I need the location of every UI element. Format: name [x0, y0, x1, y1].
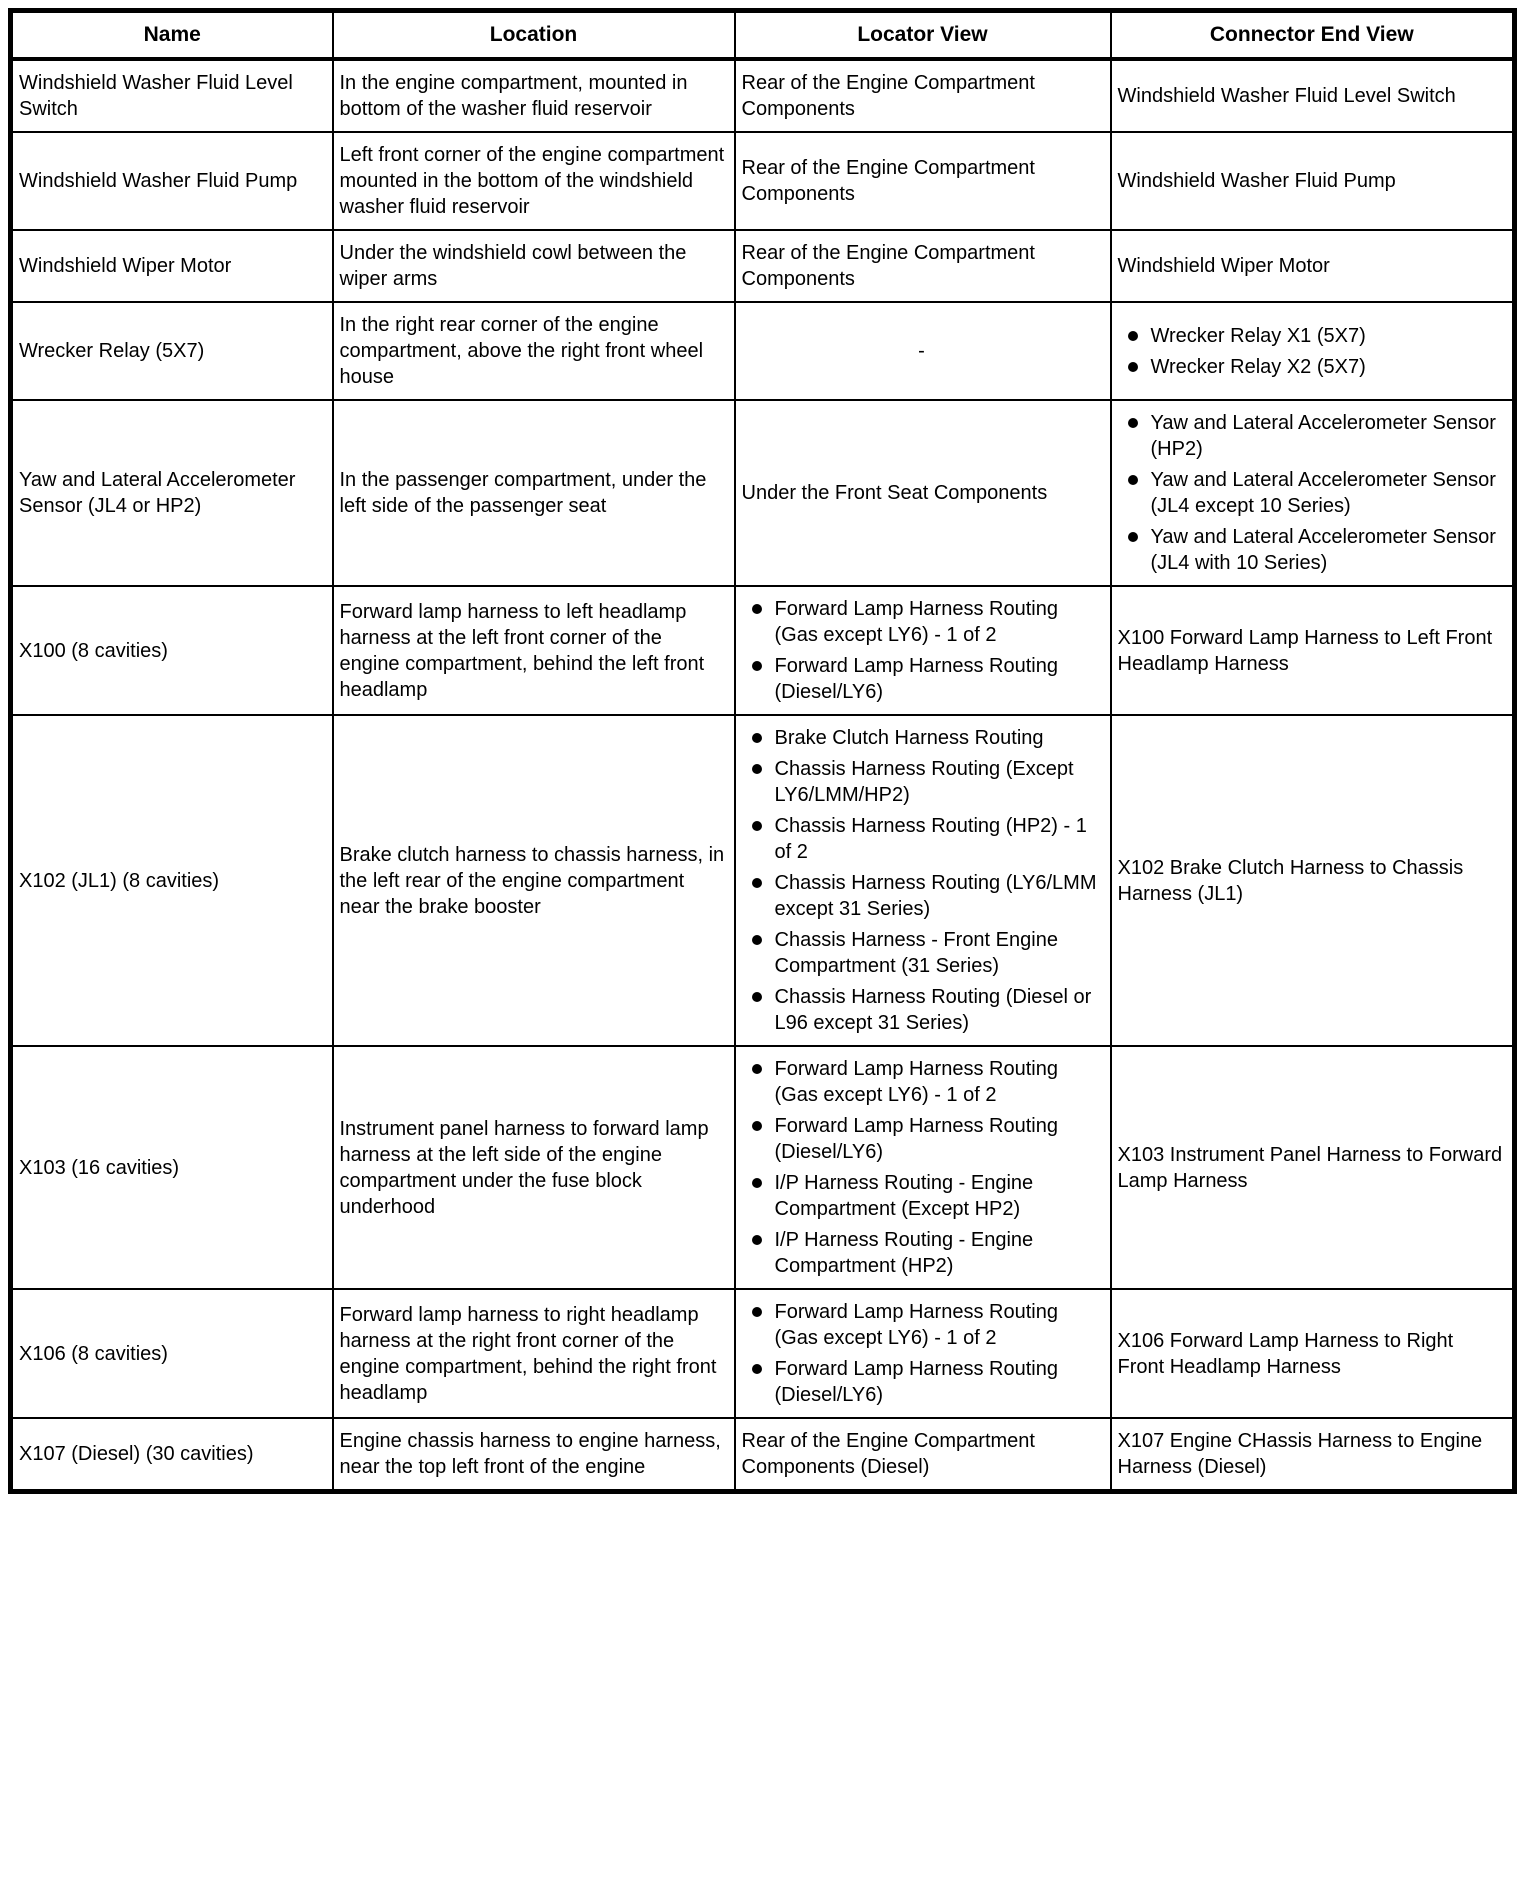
cell-locator-view: Rear of the Engine Compartment Components — [735, 132, 1111, 230]
bullet-text: Forward Lamp Harness Routing (Diesel/LY6) — [774, 1358, 1058, 1406]
cell-connector-end-view: Windshield Washer Fluid Level Switch — [1111, 59, 1515, 132]
bullet-icon — [1128, 532, 1138, 542]
table-row — [11, 1046, 1515, 1289]
bullet-icon — [752, 1121, 762, 1131]
table-row — [11, 586, 1515, 715]
table-row — [11, 1418, 1515, 1492]
bullet-list-item — [742, 813, 1102, 865]
cell-locator-view: Rear of the Engine Compartment Components — [735, 59, 1111, 132]
bullet-list-item — [742, 756, 1102, 808]
header-row — [11, 11, 1515, 60]
bullet-text: Chassis Harness - Front Engine Compartment (31 Series) — [774, 929, 1058, 977]
bullet-icon — [752, 764, 762, 774]
cell-name: X102 (JL1) (8 cavities) — [11, 715, 333, 1046]
bullet-text: Forward Lamp Harness Routing (Gas except LY6) - 1 of 2 — [774, 1058, 1058, 1106]
table-row — [11, 400, 1515, 586]
cell-locator-view: Rear of the Engine Compartment Components (Diesel) — [735, 1418, 1111, 1492]
bullet-text: Chassis Harness Routing (Except LY6/LMM/HP2) — [774, 758, 1074, 806]
bullet-icon — [1128, 418, 1138, 428]
bullet-icon — [752, 878, 762, 888]
bullet-list-item — [742, 1356, 1102, 1408]
bullet-text: Wrecker Relay X2 (5X7) — [1150, 355, 1366, 378]
bullet-list-item — [1118, 410, 1505, 462]
cell-name: Yaw and Lateral Accelerometer Sensor (JL4 or HP2) — [11, 400, 333, 586]
cell-connector-end-view: X107 Engine CHassis Harness to Engine Harness (Diesel) — [1111, 1418, 1515, 1492]
cell-locator-view: - — [735, 302, 1111, 400]
bullet-icon — [752, 1235, 762, 1245]
header-connector-end-view: Connector End View — [1111, 11, 1515, 60]
bullet-list-item — [742, 870, 1102, 922]
bullet-text: Chassis Harness Routing (LY6/LMM except 31 Series) — [774, 872, 1097, 920]
cell-connector-end-view — [1111, 302, 1515, 400]
cell-name: Wrecker Relay (5X7) — [11, 302, 333, 400]
cell-location: In the engine compartment, mounted in bottom of the washer fluid reservoir — [333, 59, 735, 132]
bullet-list-item — [742, 1113, 1102, 1165]
bullet-list-item — [742, 725, 1102, 751]
cell-locator-view — [735, 1046, 1111, 1289]
bullet-icon — [752, 1064, 762, 1074]
bullet-text: Forward Lamp Harness Routing (Diesel/LY6) — [774, 1115, 1058, 1163]
bullet-text: I/P Harness Routing - Engine Compartment (HP2) — [774, 1229, 1034, 1277]
cell-locator-view: Under the Front Seat Components — [735, 400, 1111, 586]
bullet-list-item — [742, 1227, 1102, 1279]
bullet-list-item — [742, 1056, 1102, 1108]
cell-location: In the right rear corner of the engine compartment, above the right front wheel house — [333, 302, 735, 400]
table-header — [11, 11, 1515, 60]
cell-locator-view — [735, 586, 1111, 715]
cell-name: X106 (8 cavities) — [11, 1289, 333, 1418]
bullet-list-item — [742, 984, 1102, 1036]
cell-location: Forward lamp harness to left headlamp harness at the left front corner of the engine compartment, behind the left front headlamp — [333, 586, 735, 715]
bullet-list-item — [742, 1170, 1102, 1222]
bullet-icon — [752, 604, 762, 614]
bullet-text: Wrecker Relay X1 (5X7) — [1150, 324, 1366, 347]
table-row — [11, 1289, 1515, 1418]
bullet-text: Yaw and Lateral Accelerometer Sensor (JL4 except 10 Series) — [1150, 469, 1496, 517]
cell-locator-view: Rear of the Engine Compartment Components — [735, 230, 1111, 302]
cell-name: Windshield Washer Fluid Level Switch — [11, 59, 333, 132]
connector-table-body — [11, 59, 1515, 1492]
bullet-icon — [752, 821, 762, 831]
bullet-icon — [752, 1364, 762, 1374]
bullet-icon — [752, 992, 762, 1002]
bullet-text: Forward Lamp Harness Routing (Gas except LY6) - 1 of 2 — [774, 1301, 1058, 1349]
cell-name: Windshield Wiper Motor — [11, 230, 333, 302]
connector-location-table — [8, 8, 1517, 1494]
bullet-list-item — [1118, 524, 1505, 576]
table-row — [11, 302, 1515, 400]
bullet-icon — [1128, 331, 1138, 341]
bullet-icon — [752, 1307, 762, 1317]
bullet-icon — [1128, 475, 1138, 485]
bullet-icon — [752, 1178, 762, 1188]
bullet-text: Forward Lamp Harness Routing (Gas except LY6) - 1 of 2 — [774, 598, 1058, 646]
bullet-list-item — [742, 927, 1102, 979]
cell-connector-end-view: X102 Brake Clutch Harness to Chassis Harness (JL1) — [1111, 715, 1515, 1046]
header-location: Location — [333, 11, 735, 60]
bullet-text: Forward Lamp Harness Routing (Diesel/LY6) — [774, 655, 1058, 703]
cell-name: X100 (8 cavities) — [11, 586, 333, 715]
table-row — [11, 132, 1515, 230]
cell-connector-end-view: Windshield Wiper Motor — [1111, 230, 1515, 302]
bullet-text: Brake Clutch Harness Routing — [774, 727, 1044, 749]
cell-location: Engine chassis harness to engine harness, near the top left front of the engine — [333, 1418, 735, 1492]
cell-connector-end-view: Windshield Washer Fluid Pump — [1111, 132, 1515, 230]
bullet-text: Chassis Harness Routing (Diesel or L96 except 31 Series) — [774, 986, 1092, 1034]
bullet-list-item — [1118, 467, 1505, 519]
cell-name: Windshield Washer Fluid Pump — [11, 132, 333, 230]
cell-location: Instrument panel harness to forward lamp harness at the left side of the engine compartment under the fuse block underhood — [333, 1046, 735, 1289]
header-name: Name — [11, 11, 333, 60]
cell-name: X103 (16 cavities) — [11, 1046, 333, 1289]
cell-locator-view — [735, 1289, 1111, 1418]
cell-location: Forward lamp harness to right headlamp harness at the right front corner of the engine compartment, behind the right front headlamp — [333, 1289, 735, 1418]
bullet-list-item — [742, 653, 1102, 705]
cell-locator-view — [735, 715, 1111, 1046]
cell-name: X107 (Diesel) (30 cavities) — [11, 1418, 333, 1492]
cell-location: Left front corner of the engine compartment mounted in the bottom of the windshield washer fluid reservoir — [333, 132, 735, 230]
cell-connector-end-view — [1111, 400, 1515, 586]
cell-location: In the passenger compartment, under the left side of the passenger seat — [333, 400, 735, 586]
table-row — [11, 59, 1515, 132]
bullet-text: Chassis Harness Routing (HP2) - 1 of 2 — [774, 815, 1087, 863]
bullet-icon — [752, 661, 762, 671]
cell-location: Under the windshield cowl between the wiper arms — [333, 230, 735, 302]
bullet-icon — [1128, 362, 1138, 372]
bullet-text: Yaw and Lateral Accelerometer Sensor (JL4 with 10 Series) — [1150, 526, 1496, 574]
bullet-list-item — [742, 1299, 1102, 1351]
header-locator-view: Locator View — [735, 11, 1111, 60]
cell-location: Brake clutch harness to chassis harness, in the left rear of the engine compartment near the brake booster — [333, 715, 735, 1046]
cell-connector-end-view: X100 Forward Lamp Harness to Left Front Headlamp Harness — [1111, 586, 1515, 715]
bullet-list-item — [1118, 323, 1505, 349]
table-row — [11, 715, 1515, 1046]
bullet-list-item — [742, 596, 1102, 648]
bullet-icon — [752, 935, 762, 945]
cell-connector-end-view: X106 Forward Lamp Harness to Right Front Headlamp Harness — [1111, 1289, 1515, 1418]
bullet-list-item — [1118, 354, 1505, 380]
bullet-text: Yaw and Lateral Accelerometer Sensor (HP2) — [1150, 412, 1496, 460]
bullet-icon — [752, 733, 762, 743]
table-row — [11, 230, 1515, 302]
cell-connector-end-view: X103 Instrument Panel Harness to Forward Lamp Harness — [1111, 1046, 1515, 1289]
bullet-text: I/P Harness Routing - Engine Compartment (Except HP2) — [774, 1172, 1034, 1220]
